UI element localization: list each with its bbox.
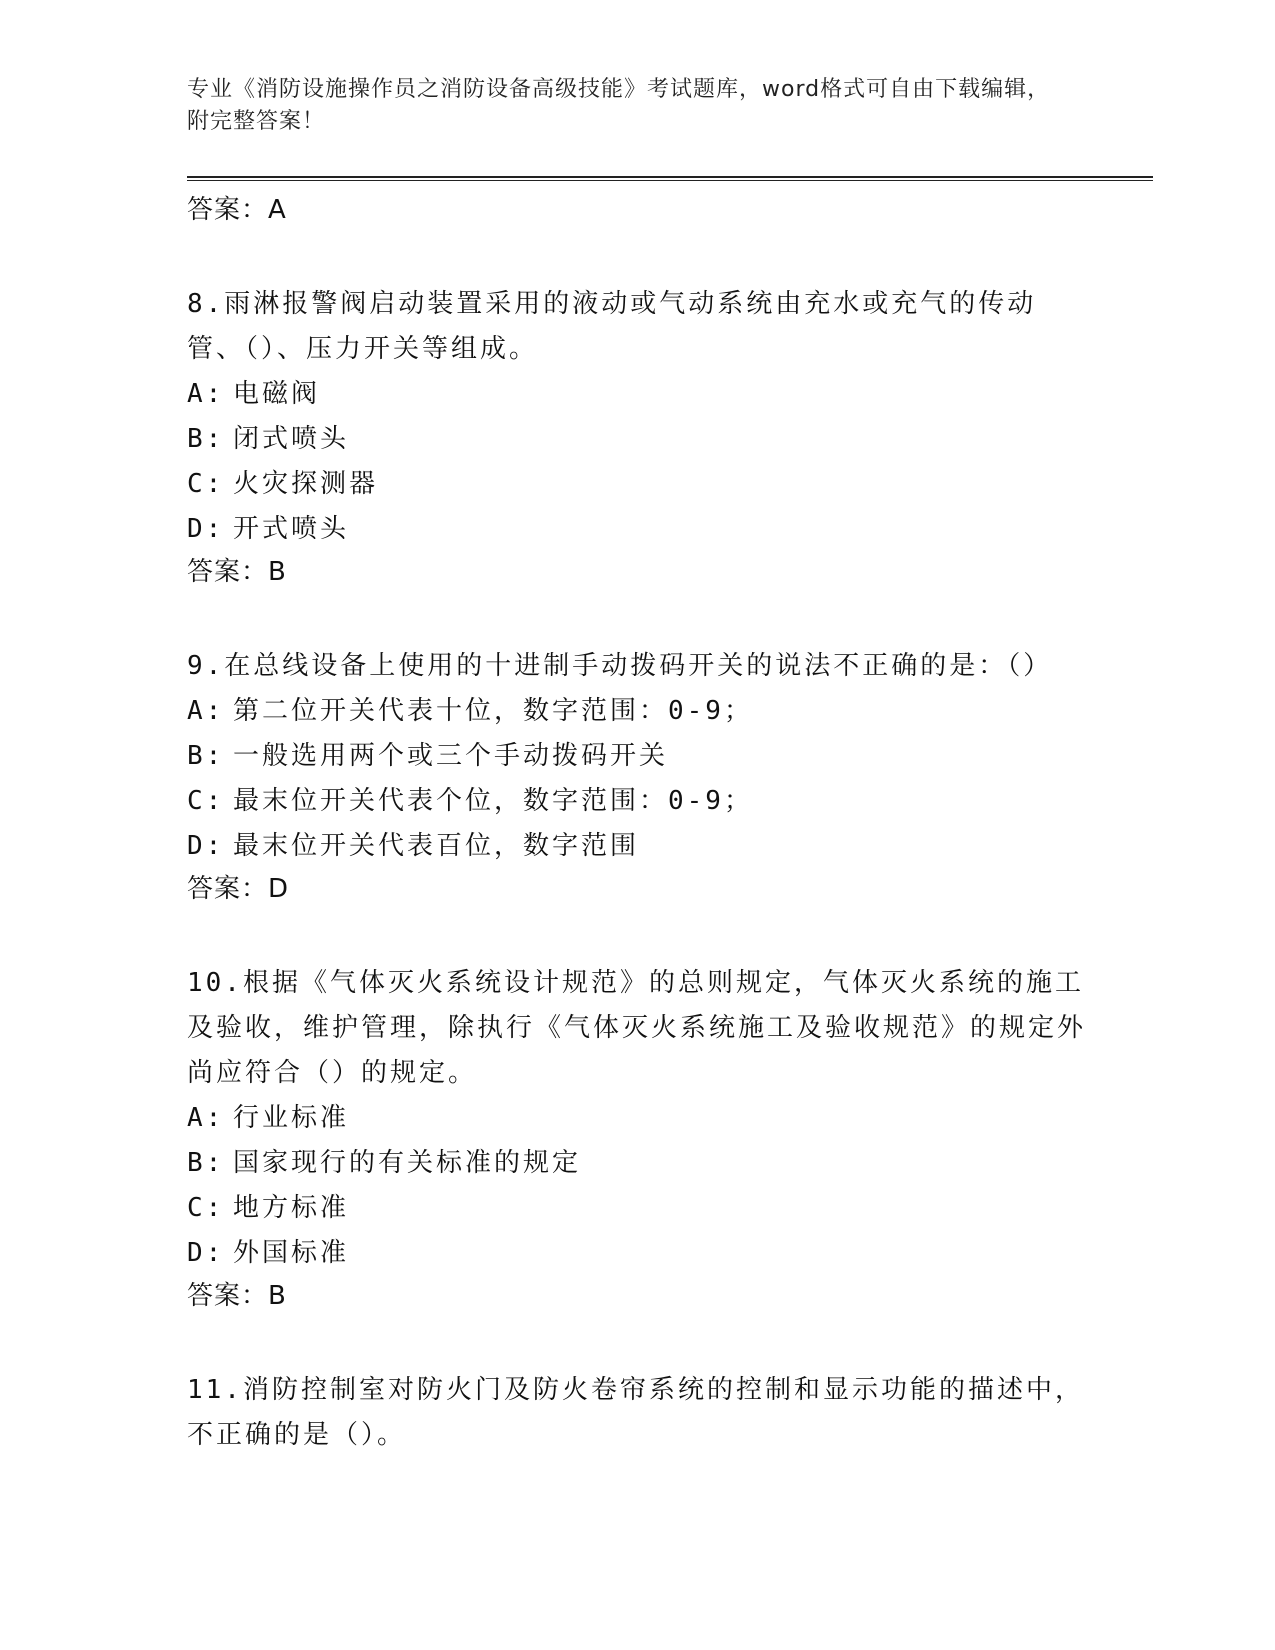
spacer (187, 909, 1087, 961)
answer-line (187, 190, 1087, 230)
header-divider (187, 176, 1153, 181)
option-text: 闭式喷头 (233, 424, 350, 454)
question-list (187, 190, 1087, 1458)
option-key: B: (187, 424, 225, 454)
option-text: 电磁阀 (233, 379, 321, 409)
option-text: 国家现行的有关标准的规定 (233, 1148, 582, 1178)
option-key: A: (187, 1103, 225, 1133)
answer-value: D (268, 874, 290, 904)
option-item (187, 1096, 1087, 1141)
answer-label: 答案： (187, 557, 269, 587)
answer-label: 答案： (187, 195, 269, 225)
option-key: B: (187, 741, 225, 771)
option-item (187, 689, 1087, 734)
option-key: D: (187, 1238, 225, 1268)
question-text: 8.雨淋报警阀启动装置采用的液动或气动系统由充水或充气的传动管、（）、压力开关等组成。 (187, 289, 1037, 364)
option-key: D: (187, 514, 225, 544)
option-item (187, 417, 1087, 462)
answer-value: B (268, 557, 287, 587)
option-list (187, 1096, 1087, 1276)
option-key: B: (187, 1148, 225, 1178)
question-item (187, 644, 1087, 909)
spacer (187, 1316, 1087, 1368)
answer-label: 答案： (187, 874, 269, 904)
answer-label: 答案： (187, 1281, 269, 1311)
option-text: 开式喷头 (233, 514, 350, 544)
option-item (187, 1186, 1087, 1231)
page-header: 专业《消防设施操作员之消防设备高级技能》考试题库，word格式可自由下载编辑，附完整答案！ (187, 77, 1051, 134)
option-text: 外国标准 (233, 1238, 350, 1268)
answer-line (187, 1276, 1087, 1316)
option-text: 最末位开关代表百位，数字范围 (233, 831, 640, 861)
option-item (187, 372, 1087, 417)
option-item (187, 1231, 1087, 1276)
option-key: A: (187, 379, 225, 409)
answer-line (187, 552, 1087, 592)
option-item (187, 734, 1087, 779)
option-item (187, 507, 1087, 552)
answer-value: B (268, 1281, 287, 1311)
option-item (187, 1141, 1087, 1186)
option-key: C: (187, 469, 225, 499)
option-item (187, 779, 1087, 824)
option-text: 最末位开关代表个位，数字范围：0-9； (233, 786, 753, 816)
option-key: D: (187, 831, 225, 861)
spacer (187, 230, 1087, 282)
option-text: 火灾探测器 (233, 469, 379, 499)
question-text: 11.消防控制室对防火门及防火卷帘系统的控制和显示功能的描述中，不正确的是（）。 (187, 1375, 1084, 1450)
option-text: 行业标准 (233, 1103, 350, 1133)
option-key: C: (187, 1193, 225, 1223)
option-text: 一般选用两个或三个手动拨码开关 (233, 741, 669, 771)
option-key: C: (187, 786, 225, 816)
question-item (187, 961, 1087, 1316)
option-key: A: (187, 696, 225, 726)
question-item (187, 1368, 1087, 1458)
option-list (187, 372, 1087, 552)
answer-line (187, 869, 1087, 909)
option-item (187, 824, 1087, 869)
question-item (187, 282, 1087, 592)
option-item (187, 462, 1087, 507)
answer-value: A (268, 195, 287, 225)
spacer (187, 592, 1087, 644)
option-text: 第二位开关代表十位，数字范围：0-9； (233, 696, 753, 726)
question-text: 10.根据《气体灭火系统设计规范》的总则规定，气体灭火系统的施工及验收，维护管理，除执行《气体灭火系统施工及验收规范》的规定外尚应符合（）的规定。 (187, 968, 1087, 1088)
option-text: 地方标准 (233, 1193, 350, 1223)
option-list (187, 689, 1087, 869)
question-text: 9.在总线设备上使用的十进制手动拨码开关的说法不正确的是：（） (187, 651, 1053, 681)
